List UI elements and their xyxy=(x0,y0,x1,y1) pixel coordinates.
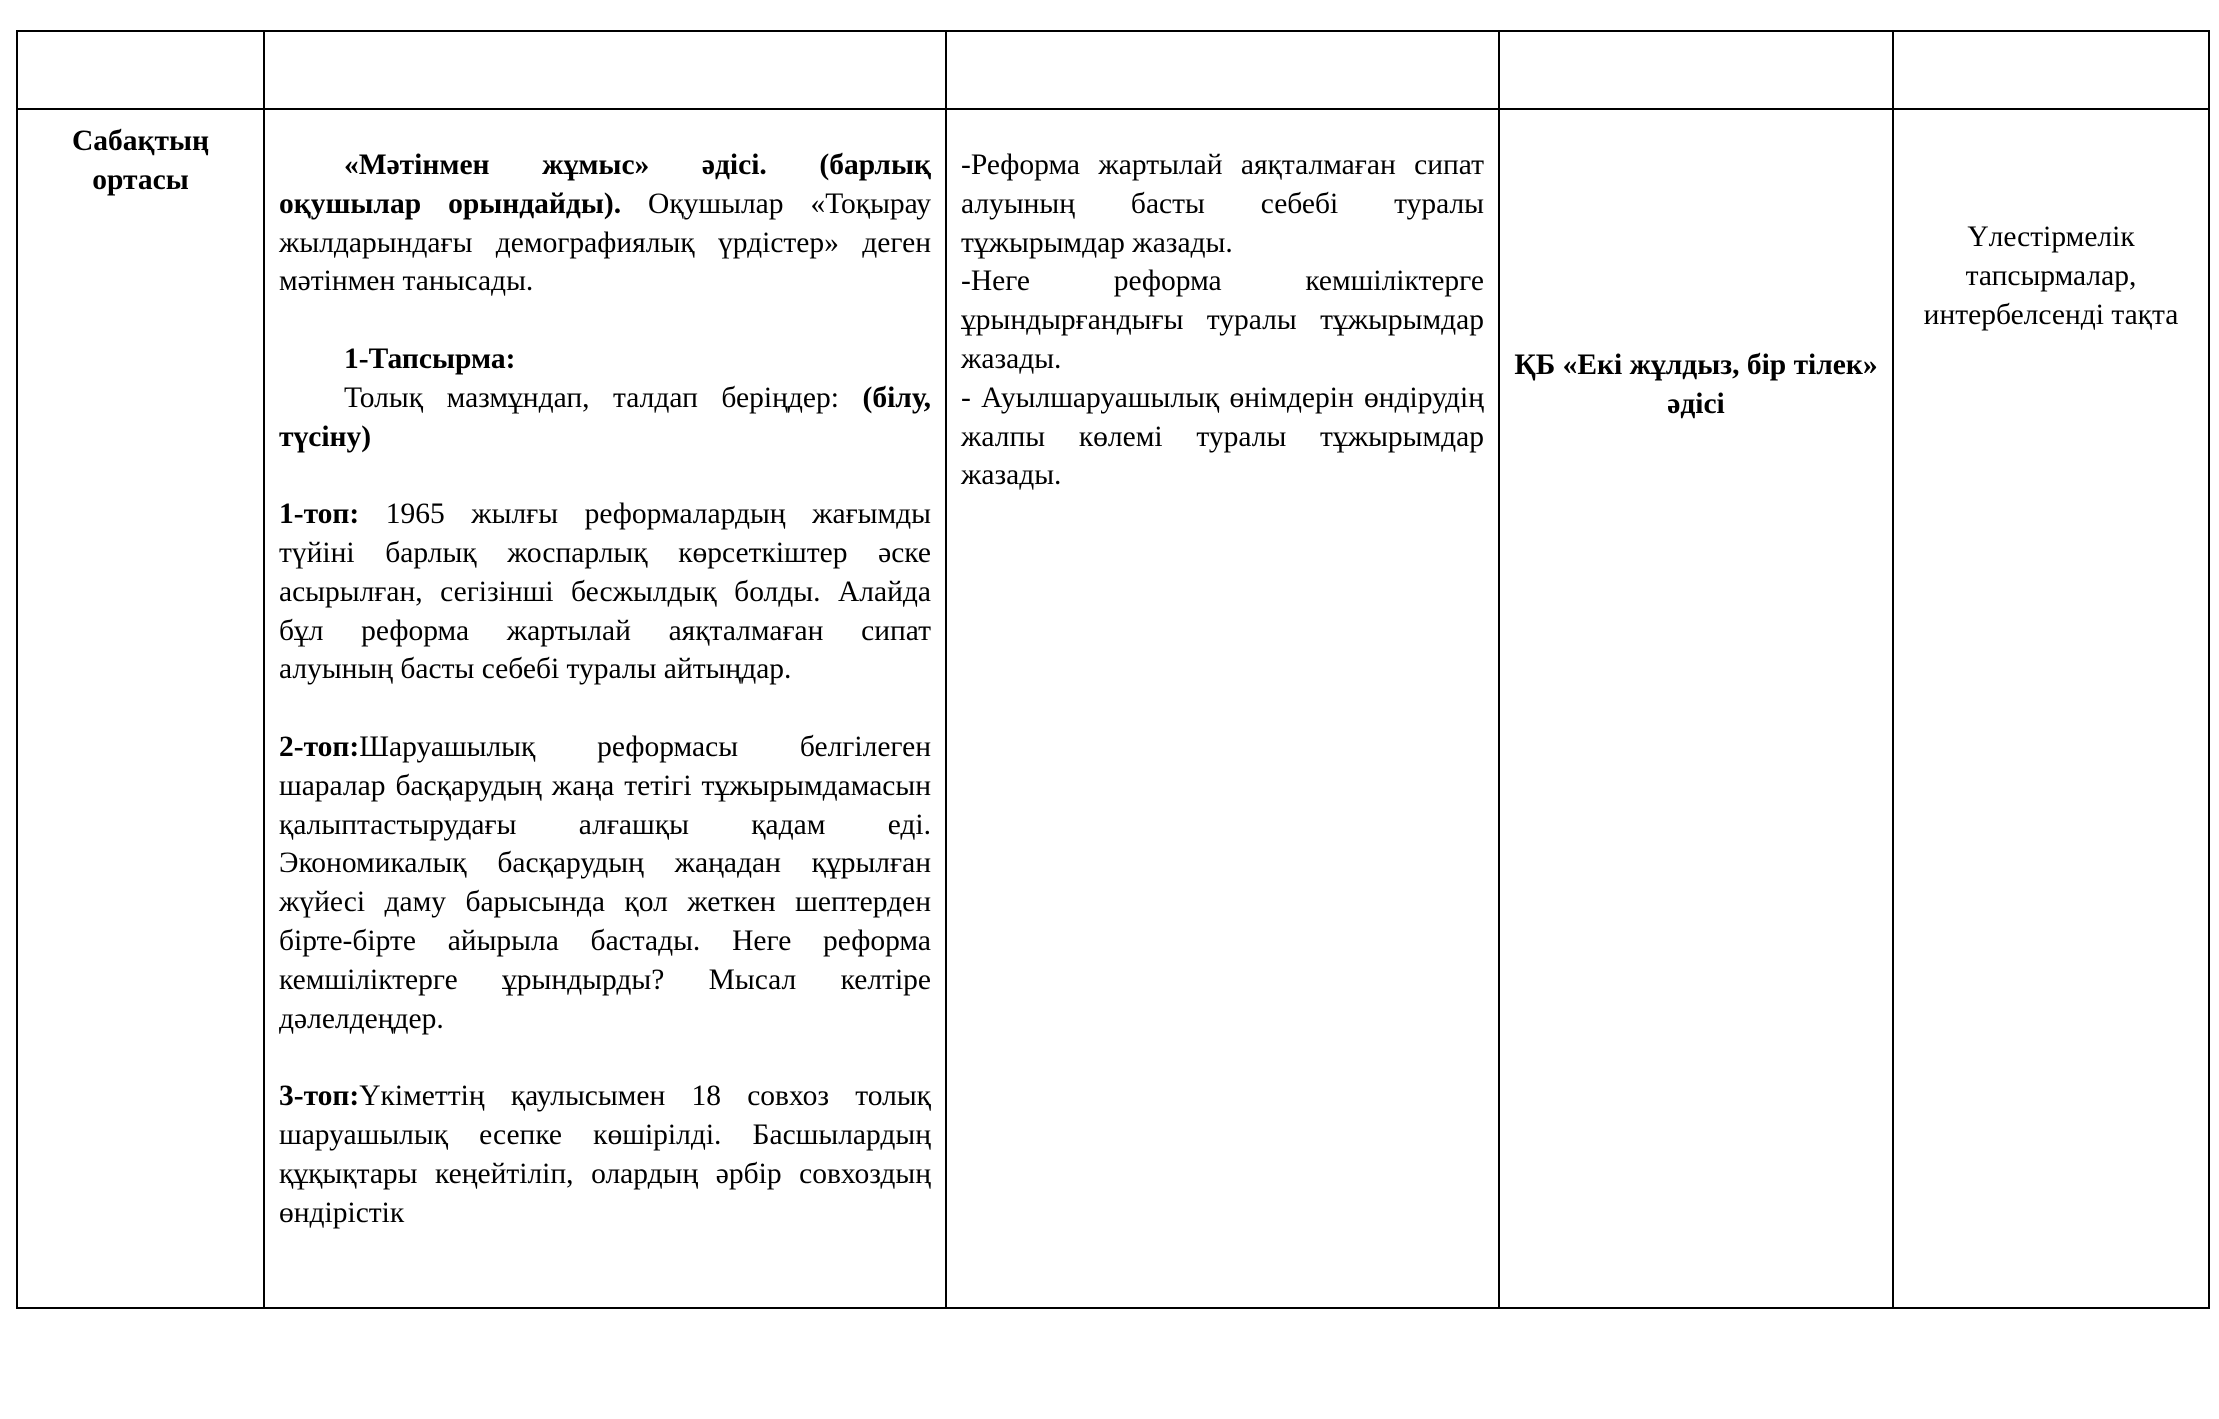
group1-paragraph xyxy=(279,495,931,689)
empty-cell xyxy=(264,31,946,109)
empty-cell xyxy=(946,31,1499,109)
empty-cell xyxy=(1893,31,2209,109)
student-activity-cell xyxy=(946,109,1499,1308)
group3-label: 3-топ: xyxy=(279,1080,360,1113)
group1-label: 1-топ: xyxy=(279,498,360,531)
empty-cell xyxy=(17,31,264,109)
resources-cell xyxy=(1893,109,2209,1308)
lesson-stage-cell xyxy=(17,109,264,1308)
group2-label: 2-топ: xyxy=(279,730,360,763)
task-title: 1-Тапсырма: xyxy=(344,342,516,375)
task-instruction: Толық мазмұндап, талдап беріңдер: (білу, түсіну) xyxy=(279,381,931,453)
group3-text: Үкіметтің қаулысымен 18 совхоз толық шаруашылық есепке көшірілді. Басшылардың құқықтары кеңейтіліп, олардың әрбір совхоздың өндірістік xyxy=(279,1080,931,1229)
method-title: «Мәтінмен жұмыс» әдісі. (барлық оқушылар орындайды). xyxy=(279,149,931,220)
lesson-plan-table xyxy=(16,30,2210,1309)
table-row-header-empty xyxy=(17,31,2209,109)
result-item-3: - Ауылшаруашылық өнімдерін өндірудің жалпы көлемі туралы тұжырымдар жазады. xyxy=(961,381,1484,492)
assessment-text: ҚБ «Екі жұлдыз, бір тілек» әдісі xyxy=(1514,349,1878,420)
task-level: (білу, түсіну) xyxy=(279,381,931,453)
stage-label-line2: ортасы xyxy=(92,163,189,196)
stage-label-line1: Сабақтың xyxy=(71,125,210,157)
group3-paragraph xyxy=(279,1077,931,1232)
resources-text: Үлестірмелік тапсырмалар, интербелсенді тақта xyxy=(1923,221,2179,331)
assessment-cell xyxy=(1499,109,1893,1308)
empty-cell xyxy=(1499,31,1893,109)
group2-text: Шаруашылық реформасы белгілеген шаралар басқарудың жаңа тетігі тұжырымдамасын қалыптастырудағы алғашқы қадам еді. Экономикалық басқарудың жаңадан құрылған жүйесі даму барысында қол жеткен шептерден бірте-бірте айырыла бастады. Неге реформа кемшіліктерге ұрындырды? Мысал келтіре дәлелдеңдер. xyxy=(279,730,931,1035)
group1-text: 1965 жылғы реформалардың жағымды түйіні барлық жоспарлық көрсеткіштер әске асырылған, сегізінші бесжылдық болды. Алайда бұл реформа жартылай аяқталмаған сипат алуының басты себебі туралы айтыңдар. xyxy=(279,498,931,686)
group2-paragraph xyxy=(279,728,931,1038)
result-item-1: -Реформа жартылай аяқталмаған сипат алуының басты себебі туралы тұжырымдар жазады. xyxy=(961,149,1484,259)
teacher-activity-cell xyxy=(264,109,946,1308)
method-description: Оқушылар «Тоқырау жылдарындағы демографиялық үрдістер» деген мәтінмен танысады. xyxy=(279,187,931,298)
result-item-2: -Неге реформа кемшіліктерге ұрындырғандығы туралы тұжырымдар жазады. xyxy=(961,265,1484,375)
table-row-lesson-middle xyxy=(17,109,2209,1308)
method-paragraph xyxy=(279,146,931,301)
